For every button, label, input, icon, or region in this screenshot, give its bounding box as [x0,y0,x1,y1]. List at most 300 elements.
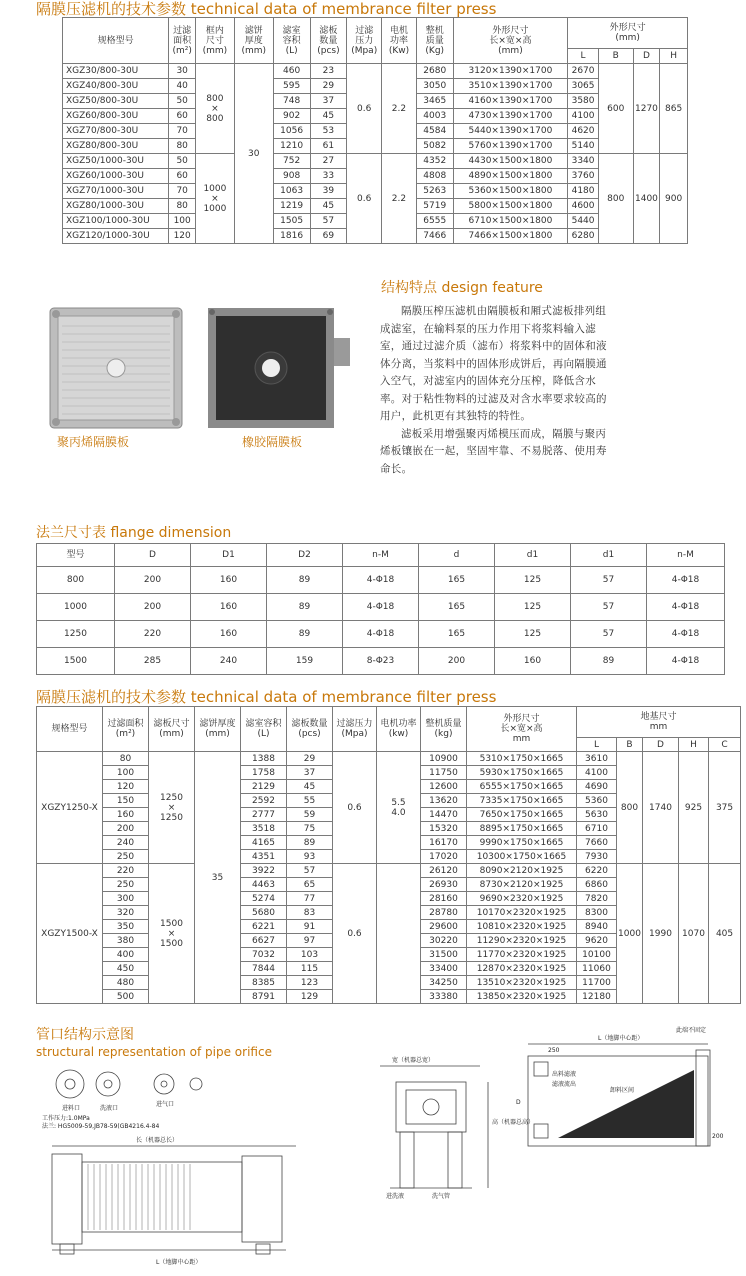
cell-plates: 83 [287,906,333,920]
h3-mass: 整机质量 (kg) [421,707,467,752]
cell-mass: 34250 [421,976,467,990]
cell-area: 220 [103,864,149,878]
h1-pressure: 过滤 压力 (Mpa) [347,18,382,64]
cell-mass: 5263 [416,184,453,199]
cell-frame-size: 1000 × 1000 [195,154,234,244]
pipe-title: 管口结构示意图 [36,1027,134,1043]
dim-200: 200 [712,1133,724,1140]
flange-cell: 4-Φ18 [343,567,419,594]
cell-area: 120 [103,780,149,794]
flange-header: d [419,544,495,567]
label-wash: 洗液口 [100,1105,119,1112]
cell-mass: 28160 [421,892,467,906]
cell-model: XGZ100/1000-30U [63,214,169,229]
cell-pressure: 0.6 [347,154,382,244]
cell-volume: 7844 [241,962,287,976]
cell-pressure: 0.6 [347,64,382,154]
cell-mass: 31500 [421,948,467,962]
cell-area: 100 [103,766,149,780]
cell-volume: 4463 [241,878,287,892]
flange-cell: 89 [267,621,343,648]
table-row [37,621,725,648]
cell-volume: 1210 [273,139,310,154]
flange-header: 型号 [37,544,115,567]
cell-plates: 61 [310,139,347,154]
h1-volume: 滤室 容积 (L) [273,18,310,64]
cell-mass: 5082 [416,139,453,154]
cell-plates: 93 [287,850,333,864]
flange-cell: 57 [571,594,647,621]
cell-area: 350 [103,920,149,934]
cell-plates: 45 [310,109,347,124]
h1-dims: 外形尺寸 长×宽×高 (mm) [453,18,568,64]
cell-volume: 7032 [241,948,287,962]
flange-cell: 4-Φ18 [647,648,725,675]
cell-volume: 3922 [241,864,287,878]
flange-cell: 160 [191,621,267,648]
cell-area: 80 [169,139,196,154]
h1-frame: 框内 尺寸 (mm) [195,18,234,64]
cell-area: 320 [103,906,149,920]
label-air: 进气口 [156,1101,175,1108]
h3-plate: 滤板尺寸 (mm) [149,707,195,752]
h1-L: L [568,49,599,64]
flange-header: D [115,544,191,567]
dim-D: D [516,1099,521,1106]
cell-mass: 3465 [416,94,453,109]
cell-dims: 12870×2320×1925 [467,962,577,976]
cell-mass: 4352 [416,154,453,169]
cell-mass: 4003 [416,109,453,124]
cell-area: 60 [169,109,196,124]
h1-ext: 外形尺寸 (mm) [568,18,688,49]
cell-area: 60 [169,169,196,184]
table-row [37,648,725,675]
dim-250: 250 [548,1047,560,1054]
cell-area: 30 [169,64,196,79]
design-para-2: 滤板采用增强聚丙烯模压而成，隔膜与聚丙烯板镶嵌在一起，坚固牢靠、不易脱落、使用寿命长。 [380,427,607,475]
h3-plates: 滤板数量 (pcs) [287,707,333,752]
cell-mass: 10900 [421,752,467,766]
flange-cell: 4-Φ18 [343,594,419,621]
cell-model: XGZY1250-X [37,752,103,864]
cell-dims: 3510×1390×1700 [453,79,568,94]
cell-H: 865 [660,64,688,154]
cell-L: 4100 [568,109,599,124]
cell-mass: 14470 [421,808,467,822]
cell-plates: 37 [310,94,347,109]
cell-H: 900 [660,154,688,244]
foundation-drawing [498,1020,740,1170]
cell-L: 5360 [577,794,617,808]
cell-plate-size: 1500 × 1500 [149,864,195,1004]
cell-L: 7820 [577,892,617,906]
cell-model: XGZ60/1000-30U [63,169,169,184]
label-trough: 卸料区间 [610,1087,635,1094]
h1-H: H [660,49,688,64]
flange-cell: 165 [419,621,495,648]
cell-area: 250 [103,850,149,864]
h3-D: D [643,738,679,752]
cell-volume: 595 [273,79,310,94]
cell-model: XGZ80/1000-30U [63,199,169,214]
cell-plates: 65 [287,878,333,892]
cell-L: 6860 [577,878,617,892]
h1-B: B [598,49,633,64]
flange-cell: 57 [571,567,647,594]
h3-volume: 滤室容积 (L) [241,707,287,752]
cell-L: 11700 [577,976,617,990]
cell-volume: 4351 [241,850,287,864]
cell-L: 6220 [577,864,617,878]
cell-volume: 2777 [241,808,287,822]
cell-power: 2.2 [382,64,417,154]
cell-area: 400 [103,948,149,962]
cell-mass: 5719 [416,199,453,214]
cell-mass: 2680 [416,64,453,79]
table-row [37,567,725,594]
flange-header: D2 [267,544,343,567]
label-fix: 此端不固定 [676,1027,707,1034]
cell-volume: 1758 [241,766,287,780]
cell-area: 150 [103,794,149,808]
flange-cell: 240 [191,648,267,675]
cell-dims: 5440×1390×1700 [453,124,568,139]
cell-volume: 1388 [241,752,287,766]
cell-dims: 8090×2120×1925 [467,864,577,878]
cell-dims: 5930×1750×1665 [467,766,577,780]
flange-table [36,543,725,675]
cell-volume: 5680 [241,906,287,920]
tech-table-2 [36,706,741,1004]
cell-area: 40 [169,79,196,94]
cell-model: XGZ70/1000-30U [63,184,169,199]
cell-plate-size: 1250 × 1250 [149,752,195,864]
cell-mass: 26930 [421,878,467,892]
flange-header: d1 [571,544,647,567]
flange-cell: 125 [495,594,571,621]
cell-plates: 69 [310,229,347,244]
cell-volume: 2592 [241,794,287,808]
cell-plates: 37 [287,766,333,780]
cell-power [377,864,421,1004]
h3-power: 电机功率 (kw) [377,707,421,752]
side-elevation-drawing [36,1062,338,1272]
h3-model: 规格型号 [37,707,103,752]
cell-area: 450 [103,962,149,976]
cell-mass: 29600 [421,920,467,934]
cell-dims: 6710×1500×1800 [453,214,568,229]
label-note2: 法兰: HG5009-59,JB78-59(GB4216.4-84 [42,1123,160,1130]
cell-volume: 8385 [241,976,287,990]
cell-volume: 6627 [241,934,287,948]
flange-cell: 125 [495,567,571,594]
flange-cell: 165 [419,567,495,594]
cell-dims: 10170×2320×1925 [467,906,577,920]
cell-dims: 5760×1390×1700 [453,139,568,154]
cell-area: 160 [103,808,149,822]
cell-area: 480 [103,976,149,990]
cell-dims: 4890×1500×1800 [453,169,568,184]
flange-cell: 220 [115,621,191,648]
cell-dims: 8730×2120×1925 [467,878,577,892]
pipe-subtitle: structural representation of pipe orifice [36,1045,272,1059]
h1-plates: 滤板 数量 (pcs) [310,18,347,64]
cell-dims: 8895×1750×1665 [467,822,577,836]
cell-L: 4100 [577,766,617,780]
cell-model: XGZ30/800-30U [63,64,169,79]
cell-L: 5440 [568,214,599,229]
table-row [63,154,688,169]
flange-cell: 125 [495,621,571,648]
cell-mass: 33400 [421,962,467,976]
cell-pressure: 0.6 [333,864,377,1004]
label-height: 高（机器总高） [492,1119,535,1126]
h1-area: 过滤 面积 (m²) [169,18,196,64]
flange-cell: 4-Φ18 [647,567,725,594]
flange-cell: 285 [115,648,191,675]
cell-area: 240 [103,836,149,850]
cell-plates: 57 [310,214,347,229]
cell-volume: 752 [273,154,310,169]
cell-plates: 103 [287,948,333,962]
cell-L: 4600 [568,199,599,214]
cell-plates: 45 [310,199,347,214]
flange-header: D1 [191,544,267,567]
cell-power: 5.5 4.0 [377,752,421,864]
end-elevation-drawing [370,1054,535,1204]
cell-dims: 7466×1500×1800 [453,229,568,244]
flange-cell: 160 [191,567,267,594]
h3-area: 过滤面积 (m²) [103,707,149,752]
cell-mass: 28780 [421,906,467,920]
h3-H: H [679,738,709,752]
cell-D: 1270 [633,64,660,154]
cell-plates: 89 [287,836,333,850]
cell-L: 3610 [577,752,617,766]
cell-model: XGZ60/800-30U [63,109,169,124]
cell-plates: 55 [287,794,333,808]
cell-L: 3760 [568,169,599,184]
cell-mass: 15320 [421,822,467,836]
cell-volume: 2129 [241,780,287,794]
pp-membrane-plate-image [48,306,184,430]
cell-dims: 10300×1750×1665 [467,850,577,864]
label-length: 长（机器总长） [136,1137,179,1144]
label-air-out: 洗气管 [432,1193,451,1200]
cell-L: 3580 [568,94,599,109]
cell-dims: 4730×1390×1700 [453,109,568,124]
flange-cell: 8-Φ23 [343,648,419,675]
cell-D: 1400 [633,154,660,244]
design-description [380,303,610,478]
flange-cell: 159 [267,648,343,675]
cell-dims: 4430×1500×1800 [453,154,568,169]
cell-B: 600 [598,64,633,154]
cell-dims: 3120×1390×1700 [453,64,568,79]
cell-dims: 11770×2320×1925 [467,948,577,962]
flange-cell: 200 [115,594,191,621]
cell-volume: 5274 [241,892,287,906]
flange-title: 法兰尺寸表 flange dimension [36,525,232,541]
cell-B: 800 [598,154,633,244]
cell-dims: 7650×1750×1665 [467,808,577,822]
cell-model: XGZ50/800-30U [63,94,169,109]
flange-header: d1 [495,544,571,567]
cell-mass: 30220 [421,934,467,948]
cell-area: 380 [103,934,149,948]
cell-L: 4690 [577,780,617,794]
section3-title: 隔膜压滤机的技术参数 technical data of membrance filter press [36,688,497,706]
cell-L: 3340 [568,154,599,169]
cell-volume: 6221 [241,920,287,934]
cell-area: 70 [169,124,196,139]
cell-mass: 26120 [421,864,467,878]
cell-dims: 5800×1500×1800 [453,199,568,214]
cell-volume: 908 [273,169,310,184]
label-flow: 滤液流出 [552,1081,577,1088]
flange-cell: 4-Φ18 [343,621,419,648]
cell-area: 80 [169,199,196,214]
cell-L: 7930 [577,850,617,864]
cell-L: 3065 [568,79,599,94]
flange-cell: 800 [37,567,115,594]
section1-title: 隔膜压滤机的技术参数 technical data of membrance filter press [36,0,497,18]
flange-cell: 89 [267,594,343,621]
table-row [37,864,741,878]
flange-cell: 160 [191,594,267,621]
cell-plates: 115 [287,962,333,976]
cell-D: 1740 [643,752,679,864]
cell-area: 200 [103,822,149,836]
cell-mass: 6555 [416,214,453,229]
label-inlet: 进料口 [62,1105,81,1112]
flange-header: n-M [343,544,419,567]
cell-L: 2670 [568,64,599,79]
cell-plates: 77 [287,892,333,906]
cell-dims: 9990×1750×1665 [467,836,577,850]
cell-H: 1070 [679,864,709,1004]
table-row [37,594,725,621]
cell-mass: 3050 [416,79,453,94]
flange-cell: 1000 [37,594,115,621]
flange-cell: 160 [495,648,571,675]
cell-area: 100 [169,214,196,229]
cell-plates: 75 [287,822,333,836]
cell-volume: 4165 [241,836,287,850]
h3-foundation: 地基尺寸 mm [577,707,741,738]
cell-plates: 33 [310,169,347,184]
label-width: 宽（机器总宽） [392,1057,435,1064]
label-wash-in: 进洗液 [386,1193,405,1200]
cell-area: 80 [103,752,149,766]
cell-C: 405 [709,864,741,1004]
cell-volume: 460 [273,64,310,79]
flange-cell: 57 [571,621,647,648]
cell-dims: 9690×2320×1925 [467,892,577,906]
cell-L: 11060 [577,962,617,976]
cell-mass: 17020 [421,850,467,864]
cell-volume: 748 [273,94,310,109]
cell-cake: 35 [195,752,241,1004]
design-para-1: 隔膜压榨压滤机由隔膜板和厢式滤板排列组成滤室，在输料泵的压力作用下将浆料输入滤室，通过过滤介质（滤布）将浆料中的固体和液体分离，当浆料中的固体形成饼后，再向隔膜通入空气，对滤室内的固体充分压榨，降低含水率。对于粘性物料的过滤及对含水率要求较高的用户，此机更有其独特的特性。 [380,305,607,422]
cell-plates: 57 [287,864,333,878]
cell-plates: 23 [310,64,347,79]
cell-model: XGZ70/800-30U [63,124,169,139]
cell-model: XGZ50/1000-30U [63,154,169,169]
cell-B: 1000 [617,864,643,1004]
flange-cell: 1500 [37,648,115,675]
cell-area: 50 [169,154,196,169]
flange-cell: 89 [267,567,343,594]
label-base-length: L（地脚中心距） [156,1259,202,1266]
cell-plates: 27 [310,154,347,169]
flange-cell: 89 [571,648,647,675]
cell-volume: 1063 [273,184,310,199]
cell-volume: 1816 [273,229,310,244]
h1-power: 电机 功率 (Kw) [382,18,417,64]
h3-B: B [617,738,643,752]
cell-mass: 4584 [416,124,453,139]
cell-area: 500 [103,990,149,1004]
cell-L: 10100 [577,948,617,962]
cell-mass: 13620 [421,794,467,808]
cell-dims: 4160×1390×1700 [453,94,568,109]
cell-plates: 97 [287,934,333,948]
flange-cell: 4-Φ18 [647,594,725,621]
cell-B: 800 [617,752,643,864]
cell-L: 8940 [577,920,617,934]
cell-dims: 6555×1750×1665 [467,780,577,794]
cell-mass: 33380 [421,990,467,1004]
cell-model: XGZ40/800-30U [63,79,169,94]
cell-mass: 12600 [421,780,467,794]
label-note1: 工作压力:1.0MPa [42,1115,90,1122]
cell-model: XGZY1500-X [37,864,103,1004]
cell-area: 300 [103,892,149,906]
cell-area: 120 [169,229,196,244]
cell-plates: 91 [287,920,333,934]
cell-plates: 29 [310,79,347,94]
cell-power: 2.2 [382,154,417,244]
cell-L: 7660 [577,836,617,850]
h3-L: L [577,738,617,752]
h1-mass: 整机 质量 (Kg) [416,18,453,64]
cell-mass: 11750 [421,766,467,780]
cell-volume: 1056 [273,124,310,139]
rubber-membrane-plate-image [204,306,354,430]
table-row [63,64,688,79]
h3-dims: 外形尺寸 长×宽×高 mm [467,707,577,752]
flange-header: n-M [647,544,725,567]
cell-plates: 39 [310,184,347,199]
cell-plates: 29 [287,752,333,766]
cell-plates: 123 [287,976,333,990]
h1-cake: 滤饼 厚度 (mm) [234,18,273,64]
cell-plates: 129 [287,990,333,1004]
cell-D: 1990 [643,864,679,1004]
cell-L: 12180 [577,990,617,1004]
cell-L: 4620 [568,124,599,139]
caption-pp-plate: 聚丙烯隔膜板 [57,435,130,449]
cell-H: 925 [679,752,709,864]
cell-volume: 3518 [241,822,287,836]
h1-D: D [633,49,660,64]
flange-cell: 4-Φ18 [647,621,725,648]
cell-dims: 5360×1500×1800 [453,184,568,199]
label-filtrate: 出料滤液 [552,1071,577,1078]
cell-L: 5140 [568,139,599,154]
